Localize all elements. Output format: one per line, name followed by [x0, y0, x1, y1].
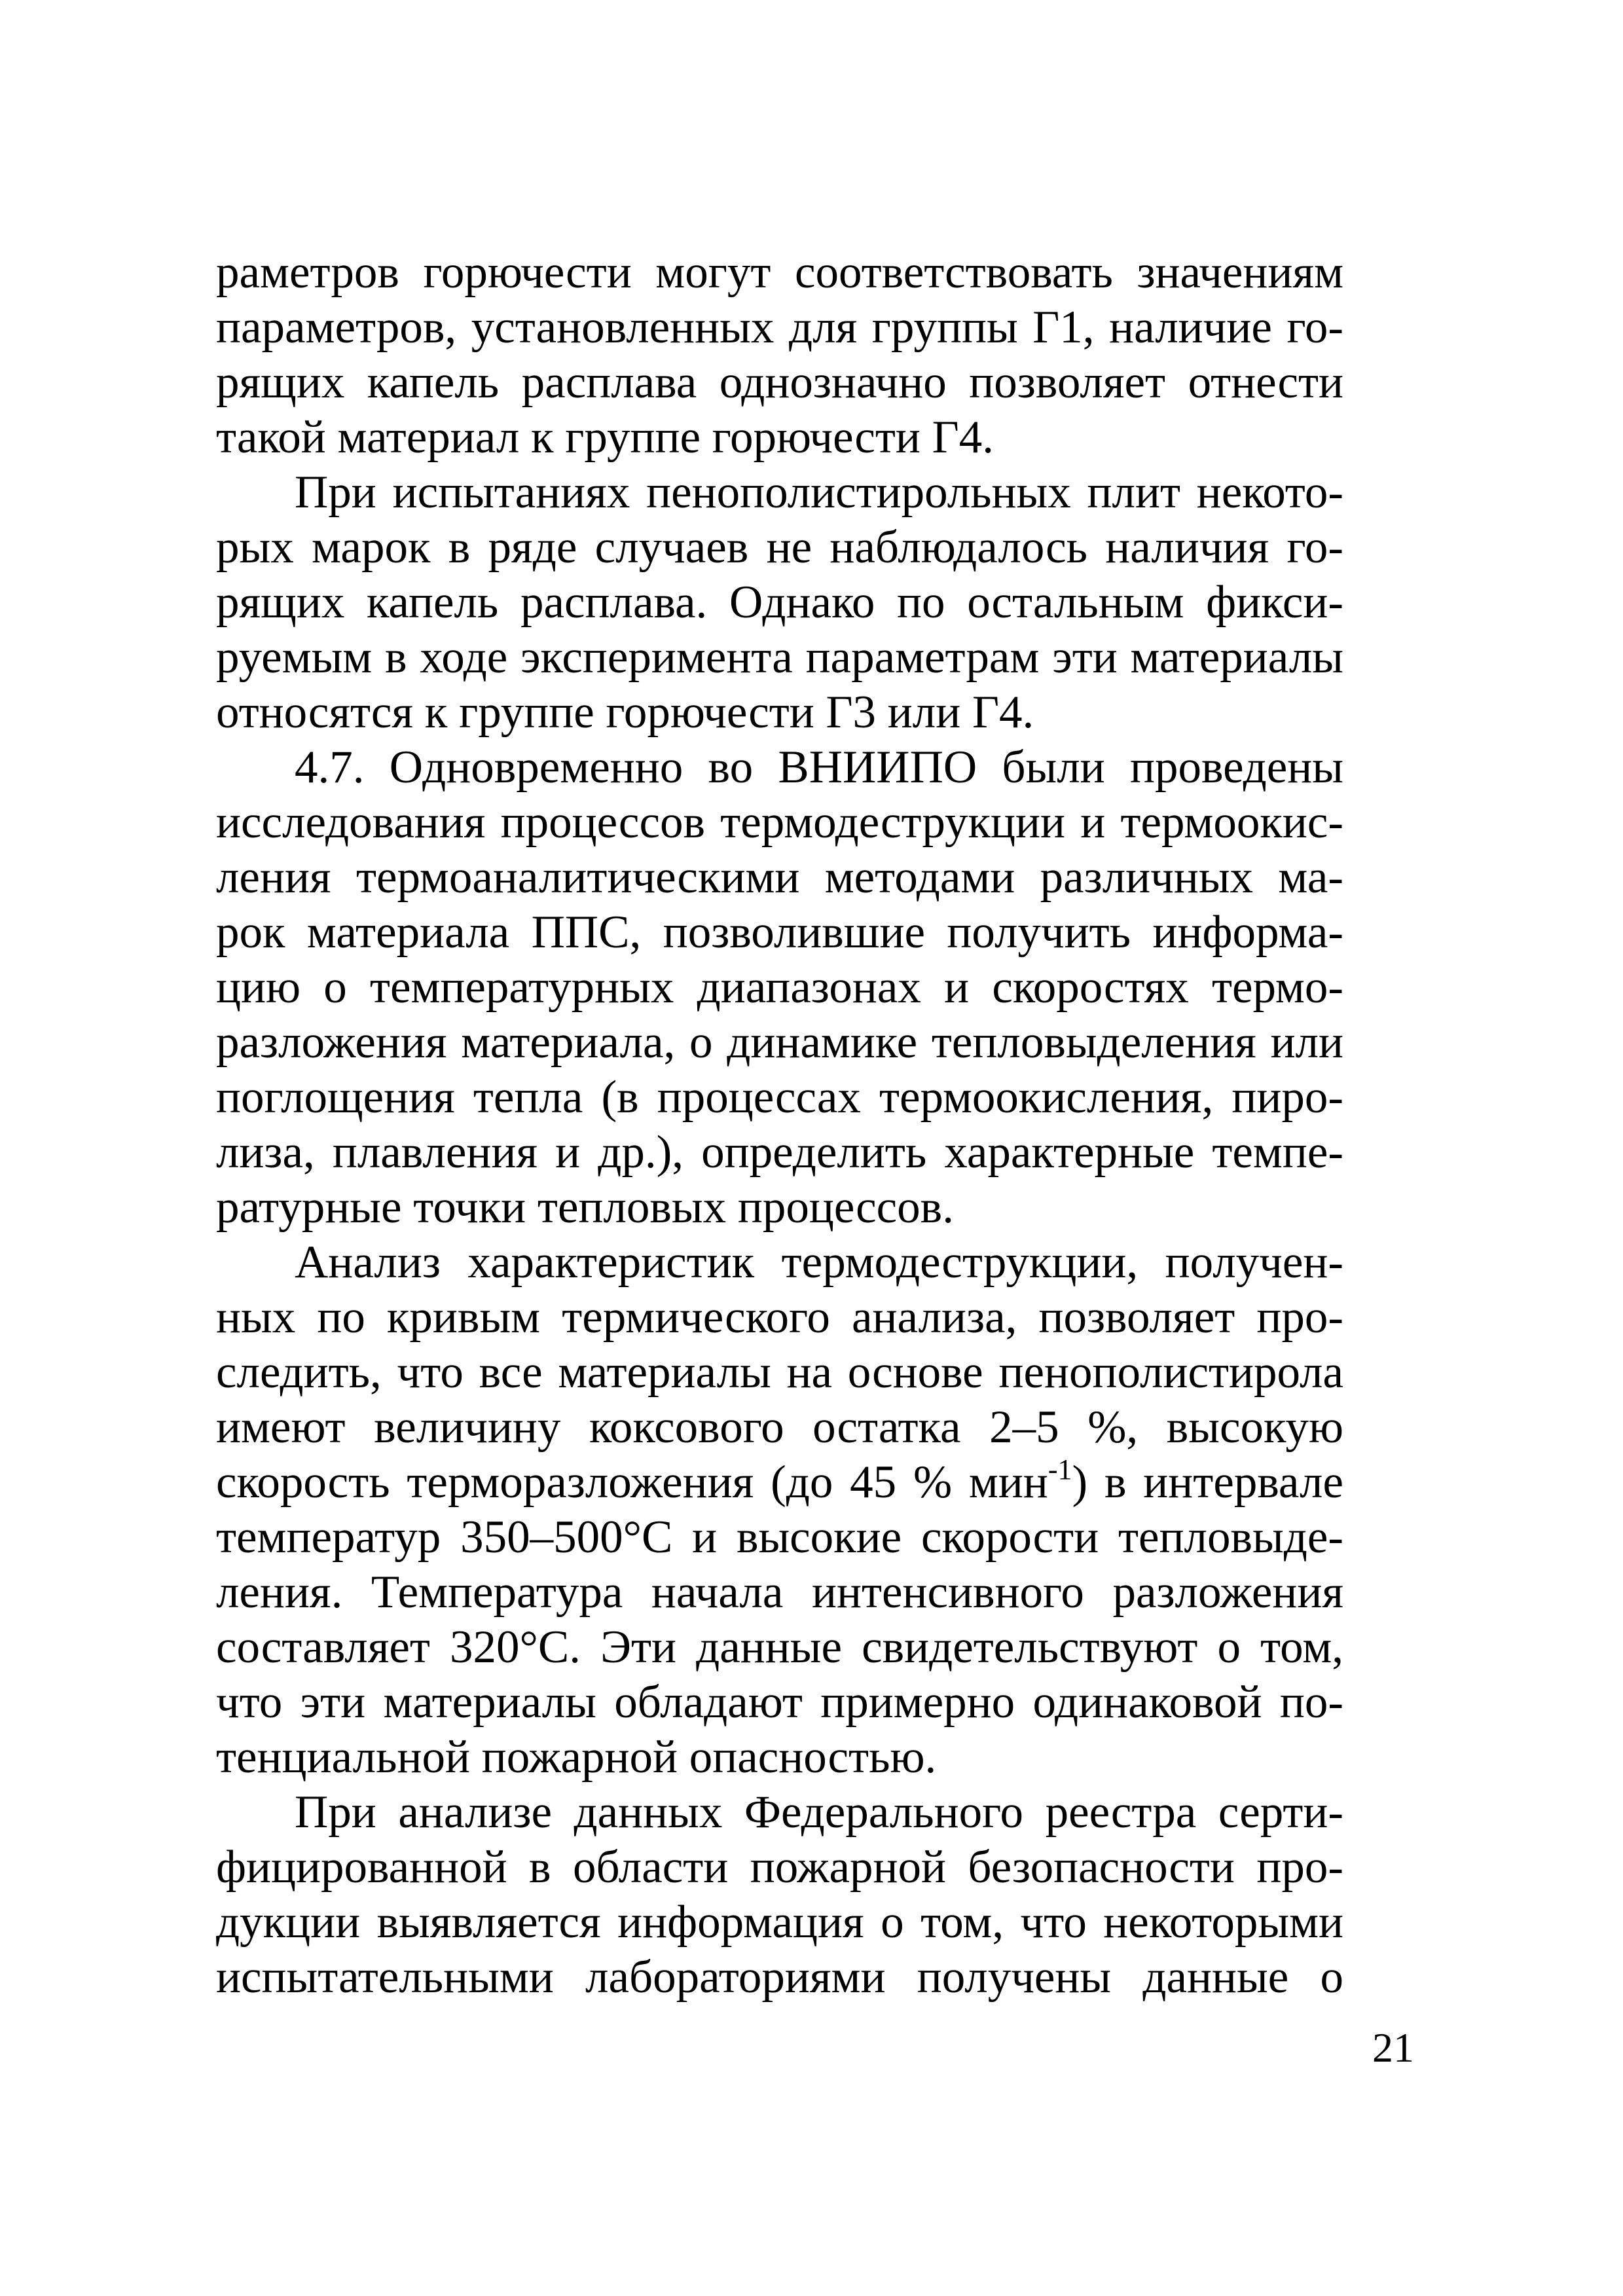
text-line: При испытаниях пенополистирольных плит некото- [295, 467, 1343, 518]
text-line-with-superscript [216, 1455, 1343, 1510]
text-line: имеют величину коксового остатка 2–5 %, высокую [216, 1402, 1343, 1453]
page-number: 21 [1372, 2024, 1414, 2071]
text-line: тенциальной пожарной опасностью. [216, 1732, 937, 1783]
text-line: разложения материала, о динамике тепловыделения или [216, 1017, 1343, 1068]
paragraph-2 [216, 465, 1343, 740]
body-text [216, 245, 1343, 2005]
text-line: 4.7. Одновременно во ВНИИПО были проведены [295, 742, 1343, 793]
text-line: что эти материалы обладают примерно одинаковой по- [216, 1677, 1343, 1728]
text-line: относятся к группе горючести Г3 или Г4. [216, 687, 1034, 738]
text-line: температур 350–500°С и высокие скорости тепловыде- [216, 1512, 1343, 1563]
text-line: рящих капель расплава. Однако по остальным фикси- [216, 577, 1343, 628]
text-line: ления. Температура начала интенсивного разложения [216, 1567, 1343, 1618]
text-line: При анализе данных Федерального реестра серти- [295, 1787, 1343, 1838]
paragraph-5 [216, 1785, 1343, 2005]
text-line: раметров горючести могут соответствовать значениям [216, 247, 1343, 298]
superscript: -1 [1048, 1453, 1072, 1485]
text-line: ратурные точки тепловых процессов. [216, 1182, 954, 1233]
paragraph-1 [216, 245, 1343, 465]
text-line: испытательными лабораториями получены данные о [216, 1952, 1343, 2003]
text-line: поглощения тепла (в процессах термоокисления, пиро- [216, 1072, 1343, 1123]
text-segment: ) в интервале [1072, 1457, 1343, 1508]
text-line: лиза, плавления и др.), определить характерные темпе- [216, 1127, 1343, 1178]
text-line: параметров, установленных для группы Г1, наличие го- [216, 302, 1343, 353]
text-line: такой материал к группе горючести Г4. [216, 412, 994, 463]
text-line: исследования процессов термодеструкции и термоокис- [216, 797, 1343, 848]
paragraph-3 [216, 740, 1343, 1235]
text-line: цию о температурных диапазонах и скоростях термо- [216, 962, 1343, 1013]
text-line: следить, что все материалы на основе пенополистирола [216, 1347, 1343, 1398]
paragraph-4 [216, 1235, 1343, 1785]
text-line: фицированной в области пожарной безопасности про- [216, 1842, 1343, 1893]
text-line: ных по кривым термического анализа, позволяет про- [216, 1292, 1343, 1343]
text-line: рящих капель расплава однозначно позволяет отнести [216, 357, 1343, 408]
text-line: ления термоаналитическими методами различных ма- [216, 852, 1343, 903]
text-line: рок материала ППС, позволившие получить информа- [216, 907, 1343, 958]
text-line: рых марок в ряде случаев не наблюдалось наличия го- [216, 522, 1343, 573]
text-segment: скорость терморазложения (до 45 % мин [216, 1457, 1048, 1508]
text-line: Анализ характеристик термодеструкции, получен- [295, 1237, 1343, 1288]
text-line: дукции выявляется информация о том, что некоторыми [216, 1897, 1343, 1948]
text-line: руемым в ходе эксперимента параметрам эти материалы [216, 632, 1343, 683]
text-line: составляет 320°С. Эти данные свидетельствуют о том, [216, 1622, 1343, 1673]
